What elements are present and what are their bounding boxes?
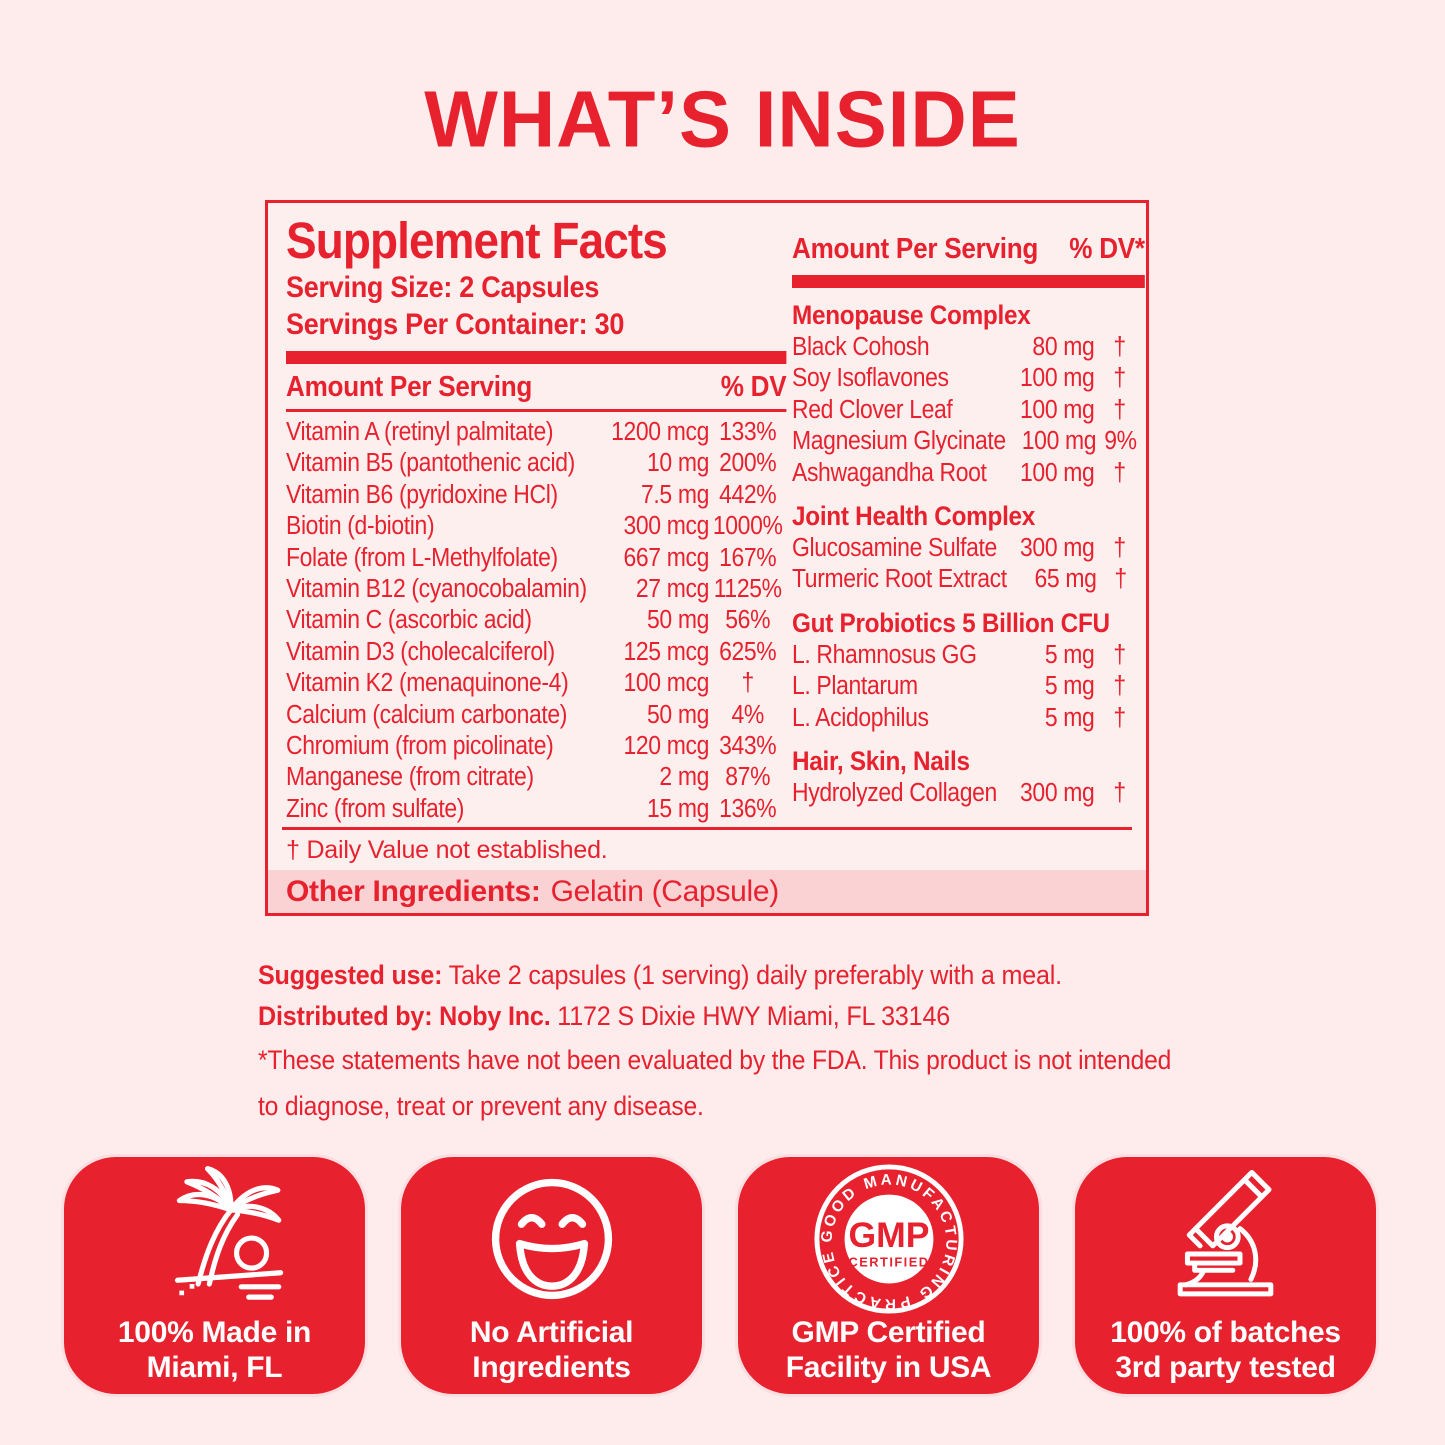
nutrient-row <box>792 533 1145 564</box>
badge-100-of-batches <box>1072 1154 1379 1397</box>
nutrient-dv: 343% <box>719 732 777 761</box>
fda-disclaimer-line1: *These statements have not been evaluated by the FDA. This product is not intended <box>258 1045 1172 1075</box>
other-ingredients-label: Other Ingredients: <box>286 874 541 908</box>
nutrient-amount: 300 mg <box>1020 534 1095 563</box>
badge-100-made-in <box>61 1154 368 1397</box>
nutrient-name: Vitamin B6 (pyridoxine HCl) <box>286 480 558 509</box>
smiley-icon <box>478 1165 626 1313</box>
serving-size: Serving Size: 2 Capsules <box>286 271 600 304</box>
badge-no-artificial <box>398 1154 705 1397</box>
badge-icon-wrap <box>478 1163 626 1315</box>
nutrient-amount: 5 mg <box>1044 640 1095 669</box>
nutrient-group-title: Menopause Complex <box>792 300 1031 330</box>
panel-columns <box>268 203 1146 827</box>
nutrient-row <box>792 671 1145 702</box>
nutrient-row <box>286 574 786 605</box>
nutrient-name: L. Rhamnosus GG <box>792 640 977 669</box>
nutrient-name: Vitamin B12 (cyanocobalamin) <box>286 575 587 604</box>
nutrient-amount: 7.5 mg <box>640 480 709 509</box>
nutrient-amount: 50 mg <box>647 700 709 729</box>
palm-tree-icon <box>140 1164 290 1314</box>
nutrient-dv: † <box>1113 333 1126 361</box>
nutrient-amount: 65 mg <box>1034 565 1097 594</box>
microscope-icon <box>1153 1167 1298 1312</box>
nutrient-dv: † <box>741 669 754 698</box>
other-ingredients-band <box>268 870 1146 913</box>
nutrient-amount: 5 mg <box>1044 703 1095 732</box>
badge-label-line1: 100% Made in <box>117 1316 312 1349</box>
divider-thick-bar <box>792 275 1145 288</box>
nutrient-amount: 100 mcg <box>623 669 709 698</box>
nutrient-dv: 1125% <box>713 575 782 604</box>
nutrient-group <box>792 500 1145 596</box>
badge-label-line1: GMP Certified <box>791 1316 986 1349</box>
left-nutrient-list <box>286 417 786 825</box>
nutrient-row <box>792 640 1145 671</box>
nutrient-name: Vitamin B5 (pantothenic acid) <box>286 449 575 478</box>
nutrient-dv: 200% <box>719 449 777 478</box>
nutrient-group <box>792 745 1145 809</box>
nutrient-row <box>792 395 1145 426</box>
nutrient-amount: 27 mcg <box>635 575 709 604</box>
badge-label <box>118 1315 311 1385</box>
nutrient-name: Chromium (from picolinate) <box>286 732 554 761</box>
nutrient-row <box>286 637 786 668</box>
nutrient-dv: 9% <box>1104 427 1137 456</box>
nutrient-name: Vitamin D3 (cholecalciferol) <box>286 637 555 666</box>
nutrient-group <box>792 607 1145 734</box>
divider-thick-bar <box>286 351 786 364</box>
nutrient-row <box>792 564 1145 595</box>
suggested-use-label: Suggested use: <box>258 960 443 990</box>
nutrient-name: Vitamin K2 (menaquinone-4) <box>286 669 569 698</box>
nutrient-name: Glucosamine Sulfate <box>792 534 997 563</box>
nutrient-name: Biotin (d-biotin) <box>286 512 435 541</box>
svg-text:GMP: GMP <box>848 1214 929 1255</box>
badge-label-line1: 100% of batches <box>1110 1316 1341 1349</box>
nutrient-row <box>792 703 1145 734</box>
nutrient-name: Hydrolyzed Collagen <box>792 779 997 808</box>
nutrient-row <box>286 762 786 793</box>
nutrient-group <box>792 299 1145 489</box>
nutrient-row <box>286 668 786 699</box>
suggested-use-text: Take 2 capsules (1 serving) daily preferably with a meal. <box>442 960 1062 990</box>
nutrient-row <box>286 511 786 542</box>
nutrient-name: Red Clover Leaf <box>792 395 953 424</box>
badge-label <box>786 1315 992 1385</box>
nutrient-name: Manganese (from citrate) <box>286 763 534 792</box>
nutrient-row <box>286 731 786 762</box>
nutrient-amount: 100 mg <box>1021 427 1097 456</box>
right-nutrient-groups <box>792 299 1145 809</box>
nutrient-amount: 1200 mcg <box>611 418 709 446</box>
servings-per-container: Servings Per Container: 30 <box>286 308 625 341</box>
nutrient-name: Turmeric Root Extract <box>792 565 1007 594</box>
distributed-by-label: Distributed by: Noby Inc. <box>258 1001 551 1031</box>
nutrient-dv: † <box>1113 703 1126 732</box>
nutrient-row <box>286 543 786 574</box>
nutrient-row <box>792 458 1145 489</box>
suggested-use-line <box>258 955 1188 996</box>
badge-icon-wrap <box>1153 1163 1298 1315</box>
nutrient-dv: 56% <box>725 606 771 635</box>
svg-text:GOOD MANUFACTURING PRACTICE: GOOD MANUFACTURING PRACTICE <box>817 1171 960 1313</box>
nutrient-dv: † <box>1113 458 1126 487</box>
nutrient-row <box>286 480 786 511</box>
badge-gmp-certified <box>735 1154 1042 1397</box>
nutrient-amount: 100 mg <box>1020 458 1095 487</box>
dv-footnote: † Daily Value not established. <box>286 835 608 864</box>
nutrient-amount: 50 mg <box>647 606 709 635</box>
nutrient-amount: 10 mg <box>647 449 709 478</box>
nutrient-row <box>286 700 786 731</box>
badge-label <box>470 1315 633 1385</box>
nutrient-dv: 87% <box>725 763 771 792</box>
left-header-dv: % DV <box>720 371 787 403</box>
divider-thin-line <box>286 409 786 412</box>
nutrient-row <box>286 448 786 479</box>
nutrient-row <box>286 794 786 825</box>
nutrient-amount: 15 mg <box>647 794 709 823</box>
left-header-amount: Amount Per Serving <box>286 371 533 403</box>
page-title: WHAT’S INSIDE <box>424 74 1021 164</box>
nutrient-row <box>792 363 1145 394</box>
right-header-row <box>792 231 1145 267</box>
nutrient-group-title: Gut Probiotics 5 Billion CFU <box>792 607 1110 638</box>
distributed-by-line <box>258 996 1188 1037</box>
badge-label-line2: Facility in USA <box>785 1351 992 1384</box>
nutrient-name: Calcium (calcium carbonate) <box>286 700 568 729</box>
nutrient-name: Ashwagandha Root <box>792 458 987 487</box>
nutrient-row <box>792 778 1145 809</box>
nutrient-name: Vitamin A (retinyl palmitate) <box>286 418 554 446</box>
nutrient-amount: 667 mcg <box>623 543 709 572</box>
nutrient-dv: † <box>1113 534 1126 563</box>
badge-label-line2: Ingredients <box>472 1351 631 1384</box>
svg-text:CERTIFIED: CERTIFIED <box>847 1254 930 1270</box>
nutrient-name: Black Cohosh <box>792 333 930 361</box>
badge-label <box>1110 1315 1341 1385</box>
feature-badges <box>61 1154 1379 1397</box>
nutrient-amount: 2 mg <box>659 763 709 792</box>
usage-notes <box>258 955 1188 1129</box>
nutrient-dv: 1000% <box>712 512 783 541</box>
nutrient-amount: 100 mg <box>1020 395 1095 424</box>
right-column <box>792 211 1146 827</box>
distributed-by-text: 1172 S Dixie HWY Miami, FL 33146 <box>550 1001 951 1031</box>
nutrient-dv: † <box>1113 395 1126 424</box>
badge-label-line1: No Artificial <box>469 1316 634 1349</box>
badge-label-line2: Miami, FL <box>146 1351 283 1384</box>
nutrient-dv: 133% <box>719 418 777 446</box>
left-column <box>286 211 786 827</box>
gmp-seal-icon <box>810 1160 968 1318</box>
nutrient-name: Magnesium Glycinate <box>792 427 1006 456</box>
nutrient-dv: † <box>1114 565 1127 594</box>
nutrient-group-title: Joint Health Complex <box>792 501 1036 532</box>
nutrient-dv: 4% <box>731 700 764 729</box>
nutrient-name: Vitamin C (ascorbic acid) <box>286 606 532 635</box>
nutrient-row <box>286 417 786 448</box>
fda-disclaimer-line2: to diagnose, treat or prevent any disease. <box>258 1091 704 1121</box>
badge-label-line2: 3rd party tested <box>1115 1351 1336 1384</box>
nutrient-dv: 167% <box>719 543 777 572</box>
nutrient-name: Folate (from L-Methylfolate) <box>286 543 558 572</box>
nutrient-row <box>792 426 1145 457</box>
nutrient-row <box>792 332 1145 363</box>
nutrient-dv: † <box>1113 640 1126 669</box>
nutrient-amount: 125 mcg <box>623 637 709 666</box>
nutrient-amount: 100 mg <box>1020 364 1095 393</box>
left-header-row <box>286 369 786 405</box>
supplement-facts-panel <box>265 200 1149 916</box>
badge-icon-wrap <box>140 1163 290 1315</box>
nutrient-dv: † <box>1113 672 1126 701</box>
nutrient-group-title: Hair, Skin, Nails <box>792 746 970 777</box>
nutrient-amount: 300 mcg <box>623 512 709 541</box>
nutrient-amount: 80 mg <box>1032 333 1095 361</box>
nutrient-dv: 442% <box>719 480 777 509</box>
nutrient-row <box>286 605 786 636</box>
nutrient-dv: 136% <box>719 794 777 823</box>
nutrient-amount: 5 mg <box>1044 672 1095 701</box>
nutrient-name: L. Acidophilus <box>792 703 929 732</box>
nutrient-dv: † <box>1113 364 1126 393</box>
right-header-amount: Amount Per Serving <box>792 233 1039 265</box>
nutrient-name: Zinc (from sulfate) <box>286 794 465 823</box>
nutrient-name: L. Plantarum <box>792 672 918 701</box>
supplement-facts-title: Supplement Facts <box>286 212 667 269</box>
nutrient-dv: † <box>1113 779 1126 808</box>
nutrient-amount: 120 mcg <box>623 732 709 761</box>
other-ingredients-value: Gelatin (Capsule) <box>550 874 779 908</box>
nutrient-name: Soy Isoflavones <box>792 364 949 393</box>
nutrient-amount: 300 mg <box>1020 779 1095 808</box>
right-header-dv: % DV* <box>1069 233 1145 265</box>
badge-icon-wrap <box>810 1163 968 1315</box>
nutrient-dv: 625% <box>719 637 777 666</box>
